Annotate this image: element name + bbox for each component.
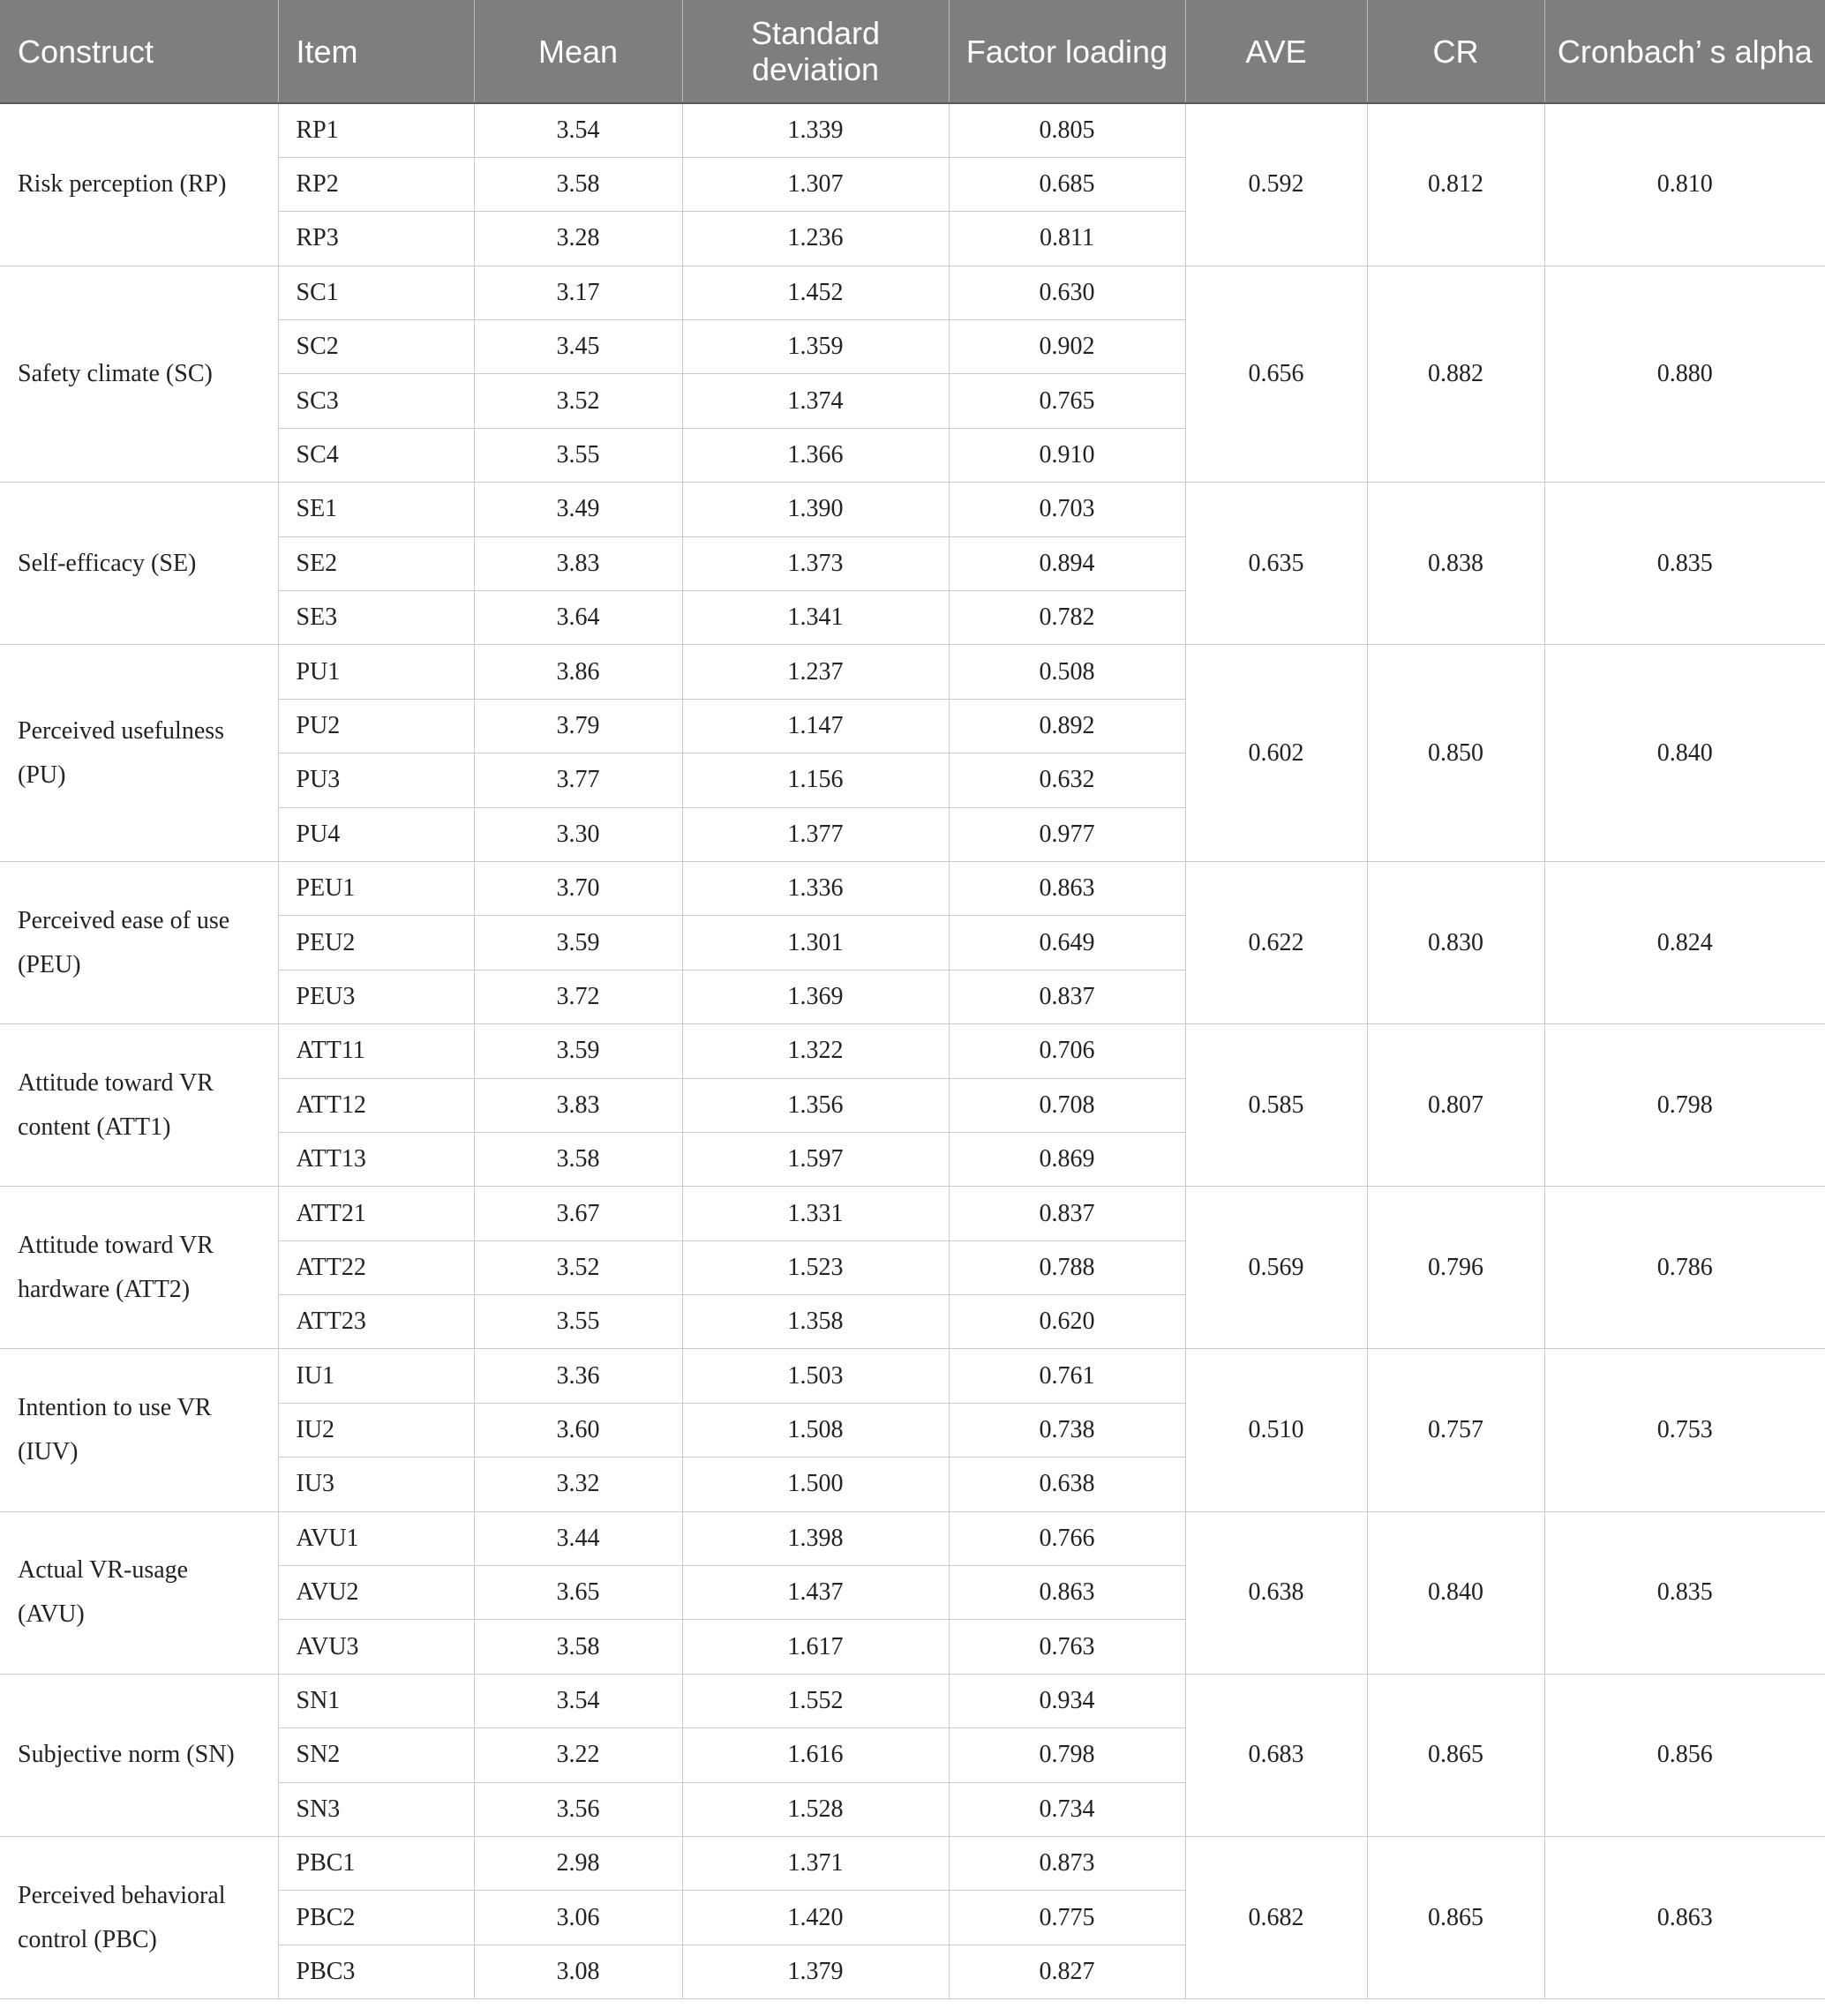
sd-cell: 1.503 <box>682 1349 949 1403</box>
ave-cell: 0.622 <box>1185 861 1367 1023</box>
mean-cell: 3.70 <box>474 861 682 915</box>
sd-cell: 1.236 <box>682 212 949 266</box>
sd-cell: 1.147 <box>682 699 949 753</box>
factor-loading-cell: 0.765 <box>949 374 1185 428</box>
table-row <box>0 645 1825 699</box>
ave-cell: 0.510 <box>1185 1349 1367 1511</box>
sd-cell: 1.237 <box>682 645 949 699</box>
mean-cell: 3.44 <box>474 1511 682 1565</box>
cr-cell: 0.757 <box>1367 1349 1544 1511</box>
sd-cell: 1.371 <box>682 1837 949 1891</box>
sd-cell: 1.398 <box>682 1511 949 1565</box>
item-cell: RP3 <box>278 212 474 266</box>
cr-cell: 0.850 <box>1367 645 1544 862</box>
factor-loading-cell: 0.788 <box>949 1240 1185 1294</box>
cr-cell: 0.838 <box>1367 483 1544 645</box>
table-row <box>0 1511 1825 1565</box>
sd-cell: 1.359 <box>682 320 949 374</box>
table-row <box>0 1187 1825 1240</box>
construct-cell: Safety climate (SC) <box>0 266 278 483</box>
mean-cell: 3.86 <box>474 645 682 699</box>
sd-cell: 1.341 <box>682 591 949 645</box>
construct-cell: Perceived behavioral control (PBC) <box>0 1837 278 1999</box>
mean-cell: 3.56 <box>474 1782 682 1836</box>
sd-cell: 1.156 <box>682 753 949 807</box>
construct-cell: Intention to use VR (IUV) <box>0 1349 278 1511</box>
construct-cell: Attitude toward VR hardware (ATT2) <box>0 1187 278 1349</box>
cr-cell: 0.796 <box>1367 1187 1544 1349</box>
table-row <box>0 483 1825 536</box>
header-mean: Mean <box>474 0 682 103</box>
item-cell: PU3 <box>278 753 474 807</box>
header-standard-deviation: Standard deviation <box>682 0 949 103</box>
mean-cell: 3.49 <box>474 483 682 536</box>
sd-cell: 1.307 <box>682 157 949 211</box>
item-cell: PU2 <box>278 699 474 753</box>
item-cell: SE1 <box>278 483 474 536</box>
sd-cell: 1.339 <box>682 103 949 157</box>
mean-cell: 2.98 <box>474 1837 682 1891</box>
ave-cell: 0.682 <box>1185 1837 1367 1999</box>
cr-cell: 0.865 <box>1367 1674 1544 1836</box>
mean-cell: 3.52 <box>474 1240 682 1294</box>
construct-cell: Self-efficacy (SE) <box>0 483 278 645</box>
factor-loading-cell: 0.863 <box>949 1566 1185 1620</box>
mean-cell: 3.08 <box>474 1945 682 1998</box>
mean-cell: 3.59 <box>474 916 682 970</box>
cr-cell: 0.812 <box>1367 103 1544 266</box>
sd-cell: 1.301 <box>682 916 949 970</box>
table-row <box>0 266 1825 319</box>
factor-loading-cell: 0.902 <box>949 320 1185 374</box>
header-ave: AVE <box>1185 0 1367 103</box>
factor-loading-cell: 0.620 <box>949 1295 1185 1349</box>
item-cell: PBC3 <box>278 1945 474 1998</box>
ave-cell: 0.656 <box>1185 266 1367 483</box>
item-cell: AVU3 <box>278 1620 474 1674</box>
sd-cell: 1.616 <box>682 1728 949 1782</box>
mean-cell: 3.58 <box>474 1620 682 1674</box>
cronbach-alpha-cell: 0.863 <box>1544 1837 1825 1999</box>
factor-loading-cell: 0.863 <box>949 861 1185 915</box>
mean-cell: 3.83 <box>474 1078 682 1132</box>
factor-loading-cell: 0.837 <box>949 970 1185 1023</box>
mean-cell: 3.55 <box>474 428 682 482</box>
item-cell: PBC1 <box>278 1837 474 1891</box>
ave-cell: 0.683 <box>1185 1674 1367 1836</box>
mean-cell: 3.28 <box>474 212 682 266</box>
factor-loading-cell: 0.782 <box>949 591 1185 645</box>
sd-cell: 1.336 <box>682 861 949 915</box>
cr-cell: 0.830 <box>1367 861 1544 1023</box>
factor-loading-cell: 0.869 <box>949 1132 1185 1186</box>
table-row <box>0 1024 1825 1078</box>
factor-loading-cell: 0.910 <box>949 428 1185 482</box>
mean-cell: 3.58 <box>474 1132 682 1186</box>
mean-cell: 3.83 <box>474 536 682 590</box>
ave-cell: 0.638 <box>1185 1511 1367 1674</box>
construct-cell: Perceived ease of use (PEU) <box>0 861 278 1023</box>
cr-cell: 0.840 <box>1367 1511 1544 1674</box>
item-cell: ATT13 <box>278 1132 474 1186</box>
cronbach-alpha-cell: 0.824 <box>1544 861 1825 1023</box>
item-cell: IU2 <box>278 1403 474 1457</box>
ave-cell: 0.569 <box>1185 1187 1367 1349</box>
sd-cell: 1.356 <box>682 1078 949 1132</box>
header-item: Item <box>278 0 474 103</box>
factor-loading-cell: 0.708 <box>949 1078 1185 1132</box>
factor-loading-cell: 0.766 <box>949 1511 1185 1565</box>
factor-loading-cell: 0.706 <box>949 1024 1185 1078</box>
item-cell: SC4 <box>278 428 474 482</box>
item-cell: SC2 <box>278 320 474 374</box>
construct-cell: Perceived usefulness (PU) <box>0 645 278 862</box>
mean-cell: 3.36 <box>474 1349 682 1403</box>
mean-cell: 3.06 <box>474 1891 682 1945</box>
sd-cell: 1.322 <box>682 1024 949 1078</box>
cronbach-alpha-cell: 0.810 <box>1544 103 1825 266</box>
mean-cell: 3.55 <box>474 1295 682 1349</box>
mean-cell: 3.30 <box>474 807 682 861</box>
cr-cell: 0.882 <box>1367 266 1544 483</box>
header-factor-loading: Factor loading <box>949 0 1185 103</box>
item-cell: IU1 <box>278 1349 474 1403</box>
table-row <box>0 1837 1825 1891</box>
mean-cell: 3.58 <box>474 157 682 211</box>
sd-cell: 1.617 <box>682 1620 949 1674</box>
factor-loading-cell: 0.734 <box>949 1782 1185 1836</box>
cr-cell: 0.865 <box>1367 1837 1544 1999</box>
table-row <box>0 861 1825 915</box>
mean-cell: 3.54 <box>474 103 682 157</box>
sd-cell: 1.373 <box>682 536 949 590</box>
sd-cell: 1.379 <box>682 1945 949 1998</box>
cronbach-alpha-cell: 0.835 <box>1544 483 1825 645</box>
sd-cell: 1.552 <box>682 1674 949 1727</box>
mean-cell: 3.54 <box>474 1674 682 1727</box>
factor-loading-cell: 0.892 <box>949 699 1185 753</box>
factor-loading-cell: 0.805 <box>949 103 1185 157</box>
factor-loading-cell: 0.703 <box>949 483 1185 536</box>
table-row <box>0 1674 1825 1727</box>
item-cell: ATT21 <box>278 1187 474 1240</box>
sd-cell: 1.508 <box>682 1403 949 1457</box>
sd-cell: 1.597 <box>682 1132 949 1186</box>
mean-cell: 3.22 <box>474 1728 682 1782</box>
factor-loading-cell: 0.798 <box>949 1728 1185 1782</box>
mean-cell: 3.65 <box>474 1566 682 1620</box>
item-cell: SE2 <box>278 536 474 590</box>
construct-cell: Risk perception (RP) <box>0 103 278 266</box>
cronbach-alpha-cell: 0.835 <box>1544 1511 1825 1674</box>
factor-loading-cell: 0.811 <box>949 212 1185 266</box>
item-cell: ATT23 <box>278 1295 474 1349</box>
factor-loading-cell: 0.630 <box>949 266 1185 319</box>
factor-loading-cell: 0.934 <box>949 1674 1185 1727</box>
construct-cell: Subjective norm (SN) <box>0 1674 278 1836</box>
cronbach-alpha-cell: 0.786 <box>1544 1187 1825 1349</box>
item-cell: SE3 <box>278 591 474 645</box>
sd-cell: 1.331 <box>682 1187 949 1240</box>
mean-cell: 3.45 <box>474 320 682 374</box>
ave-cell: 0.602 <box>1185 645 1367 862</box>
sd-cell: 1.420 <box>682 1891 949 1945</box>
mean-cell: 3.52 <box>474 374 682 428</box>
item-cell: ATT22 <box>278 1240 474 1294</box>
construct-cell: Actual VR-usage (AVU) <box>0 1511 278 1674</box>
table-row <box>0 1349 1825 1403</box>
cronbach-alpha-cell: 0.840 <box>1544 645 1825 862</box>
table-header <box>0 0 1825 103</box>
item-cell: SN3 <box>278 1782 474 1836</box>
item-cell: RP1 <box>278 103 474 157</box>
factor-loading-cell: 0.873 <box>949 1837 1185 1891</box>
factor-loading-cell: 0.738 <box>949 1403 1185 1457</box>
sd-cell: 1.500 <box>682 1458 949 1511</box>
mean-cell: 3.64 <box>474 591 682 645</box>
item-cell: SC1 <box>278 266 474 319</box>
item-cell: PU4 <box>278 807 474 861</box>
factor-loading-cell: 0.775 <box>949 1891 1185 1945</box>
item-cell: IU3 <box>278 1458 474 1511</box>
factor-loading-cell: 0.761 <box>949 1349 1185 1403</box>
item-cell: SN2 <box>278 1728 474 1782</box>
item-cell: AVU2 <box>278 1566 474 1620</box>
item-cell: PEU1 <box>278 861 474 915</box>
factor-loading-cell: 0.977 <box>949 807 1185 861</box>
mean-cell: 3.17 <box>474 266 682 319</box>
factor-loading-cell: 0.632 <box>949 753 1185 807</box>
mean-cell: 3.60 <box>474 1403 682 1457</box>
sd-cell: 1.452 <box>682 266 949 319</box>
factor-loading-cell: 0.508 <box>949 645 1185 699</box>
ave-cell: 0.635 <box>1185 483 1367 645</box>
header-cronbach-alpha: Cronbach’ s alpha <box>1544 0 1825 103</box>
cronbach-alpha-cell: 0.880 <box>1544 266 1825 483</box>
sd-cell: 1.358 <box>682 1295 949 1349</box>
factor-loading-cell: 0.827 <box>949 1945 1185 1998</box>
header-construct: Construct <box>0 0 278 103</box>
mean-cell: 3.72 <box>474 970 682 1023</box>
cronbach-alpha-cell: 0.798 <box>1544 1024 1825 1187</box>
mean-cell: 3.67 <box>474 1187 682 1240</box>
mean-cell: 3.79 <box>474 699 682 753</box>
sd-cell: 1.523 <box>682 1240 949 1294</box>
sd-cell: 1.369 <box>682 970 949 1023</box>
sd-cell: 1.437 <box>682 1566 949 1620</box>
item-cell: RP2 <box>278 157 474 211</box>
ave-cell: 0.592 <box>1185 103 1367 266</box>
mean-cell: 3.77 <box>474 753 682 807</box>
ave-cell: 0.585 <box>1185 1024 1367 1187</box>
item-cell: PBC2 <box>278 1891 474 1945</box>
item-cell: PEU3 <box>278 970 474 1023</box>
item-cell: PU1 <box>278 645 474 699</box>
header-row <box>0 0 1825 103</box>
cronbach-alpha-cell: 0.753 <box>1544 1349 1825 1511</box>
item-cell: ATT11 <box>278 1024 474 1078</box>
factor-loading-cell: 0.649 <box>949 916 1185 970</box>
item-cell: ATT12 <box>278 1078 474 1132</box>
sd-cell: 1.528 <box>682 1782 949 1836</box>
mean-cell: 3.32 <box>474 1458 682 1511</box>
sd-cell: 1.390 <box>682 483 949 536</box>
sd-cell: 1.366 <box>682 428 949 482</box>
item-cell: SN1 <box>278 1674 474 1727</box>
factor-loading-cell: 0.638 <box>949 1458 1185 1511</box>
table-body <box>0 103 1825 1999</box>
sd-cell: 1.377 <box>682 807 949 861</box>
item-cell: AVU1 <box>278 1511 474 1565</box>
factor-loading-cell: 0.894 <box>949 536 1185 590</box>
item-cell: SC3 <box>278 374 474 428</box>
item-cell: PEU2 <box>278 916 474 970</box>
construct-cell: Attitude toward VR content (ATT1) <box>0 1024 278 1187</box>
factor-loading-cell: 0.763 <box>949 1620 1185 1674</box>
sd-cell: 1.374 <box>682 374 949 428</box>
factor-loading-cell: 0.837 <box>949 1187 1185 1240</box>
cr-cell: 0.807 <box>1367 1024 1544 1187</box>
table-row <box>0 103 1825 157</box>
factor-loading-cell: 0.685 <box>949 157 1185 211</box>
header-cr: CR <box>1367 0 1544 103</box>
mean-cell: 3.59 <box>474 1024 682 1078</box>
cronbach-alpha-cell: 0.856 <box>1544 1674 1825 1836</box>
